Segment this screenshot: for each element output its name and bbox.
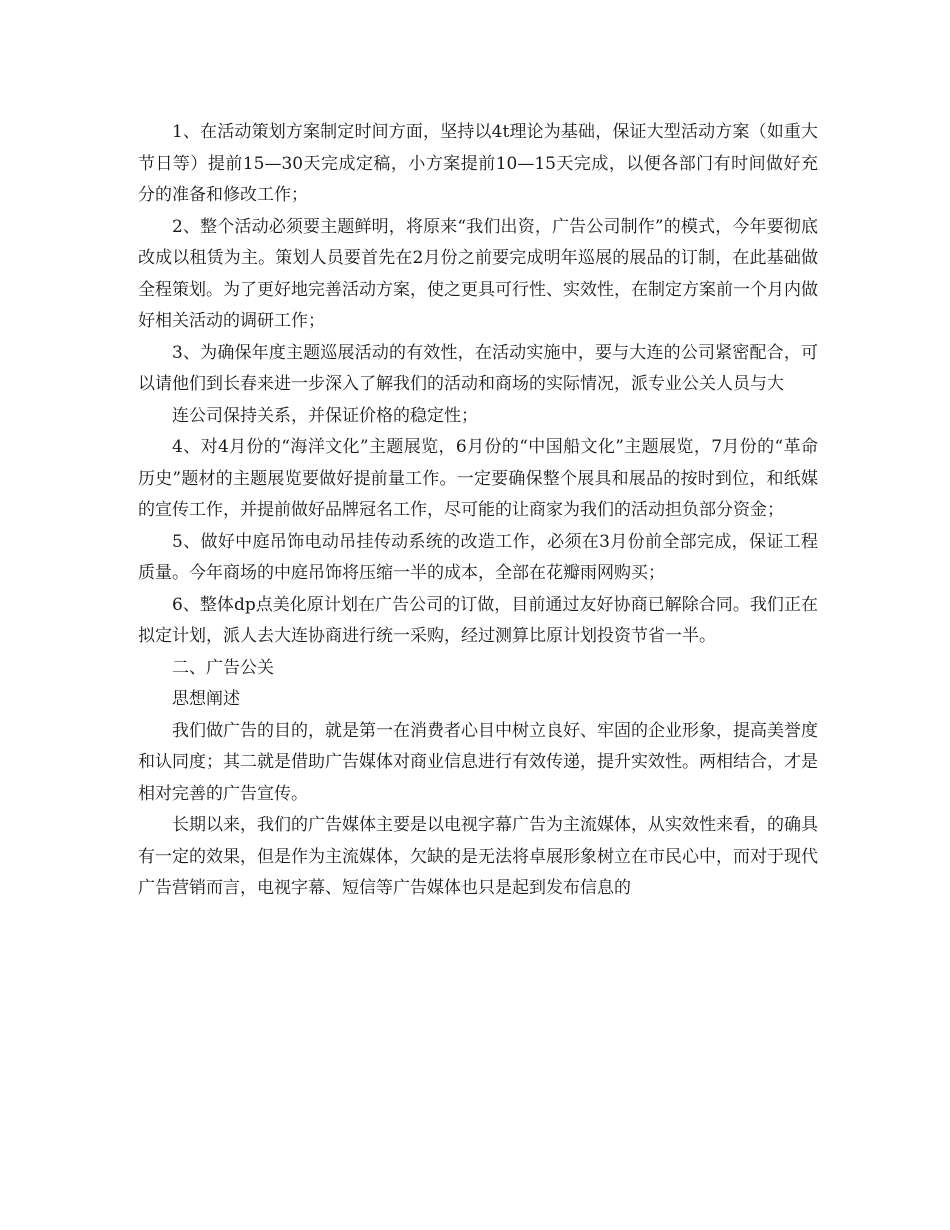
paragraph-item-4: 4、对4月份的“海洋文化”主题展览，6月份的“中国船文化”主题展览，7月份的“革命历史”题材的主题展览要做好提前量工作。一定要确保整个展具和展品的按时到位，和纸媒的宣传工作，并提前做好品牌冠名工作，尽可能的让商家为我们的活动担负部分资金； [138,437,818,520]
paragraph-item-3: 3、为确保年度主题巡展活动的有效性，在活动实施中，要与大连的公司紧密配合，可以请他们到长春来进一步深入了解我们的活动和商场的实际情况，派专业公关人员与大 [138,342,818,394]
paragraph-ad-purpose: 我们做广告的目的，就是第一在消费者心目中树立良好、牢固的企业形象，提高美誉度和认同度；其二就是借助广告媒体对商业信息进行有效传递，提升实效性。两相结合，才是相对完善的广告宣传。 [138,720,818,804]
paragraph-item-2: 2、整个活动必须要主题鲜明，将原来“我们出资，广告公司制作”的模式，今年要彻底改成以租赁为主。策划人员要首先在2月份之前要完成明年巡展的展品的订制，在此基础做全程策划。为了更好地完善活动方案，使之更具可行性、实效性，在制定方案前一个月内做好相关活动的调研工作； [138,216,818,331]
paragraph-item-5: 5、做好中庭吊饰电动吊挂传动系统的改造工作，必须在3月份前全部完成，保证工程质量。今年商场的中庭吊饰将压缩一半的成本，全部在花瓣雨网购买； [138,531,818,583]
paragraph-media-history: 长期以来，我们的广告媒体主要是以电视字幕广告为主流媒体，从实效性来看，的确具有一定的效果，但是作为主流媒体，欠缺的是无法将卓展形象树立在市民心中，而对于现代广告营销而言，电视字幕、短信等广告媒体也只是起到发布信息的 [138,815,818,898]
subheading-idea-statement: 思想阐述 [172,689,240,709]
document-body [138,117,818,905]
paragraph-item-3-continued: 连公司保持关系，并保证价格的稳定性； [172,405,478,426]
section-heading-advertising-pr: 二、广告公关 [172,657,274,678]
paragraph-item-1: 1、在活动策划方案制定时间方面，坚持以4t理论为基础，保证大型活动方案（如重大节日等）提前15—30天完成定稿，小方案提前10—15天完成，以便各部门有时间做好充分的准备和修改工作； [138,122,818,205]
paragraph-item-6: 6、整体dp点美化原计划在广告公司的订做，目前通过友好协商已解除合同。我们正在拟定计划，派人去大连协商进行统一采购，经过测算比原计划投资节省一半。 [138,594,818,646]
